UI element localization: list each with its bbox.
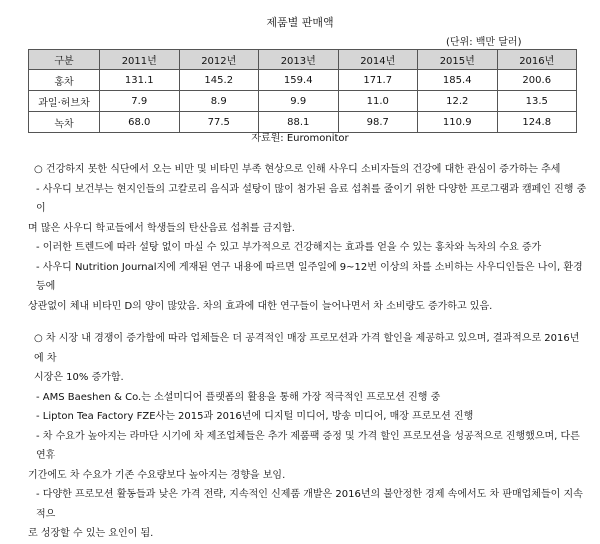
section-gap bbox=[28, 316, 588, 329]
table-header-cell: 2014년 bbox=[338, 50, 418, 70]
value-cell: 13.5 bbox=[497, 91, 577, 112]
value-cell: 12.2 bbox=[418, 91, 498, 112]
value-cell: 200.6 bbox=[497, 70, 577, 91]
section1-bullet: ○ 건강하지 못한 식단에서 오는 비만 및 비타민 부족 현상으로 인해 사우디 소비자들의 건강에 대한 관심이 증가하는 추세 bbox=[34, 164, 561, 175]
row-label-cell: 녹차 bbox=[29, 112, 100, 133]
value-cell: 68.0 bbox=[100, 112, 180, 133]
value-cell: 110.9 bbox=[418, 112, 498, 133]
row-label-cell: 홍차 bbox=[29, 70, 100, 91]
table-header-cell: 2016년 bbox=[497, 50, 577, 70]
section2-bullet: ○ 차 시장 내 경쟁이 증가함에 따라 업체들은 더 공격적인 매장 프로모션과 가격 할인을 제공하고 있으며, 결과적으로 2016년에 차 bbox=[34, 333, 580, 364]
value-cell: 124.8 bbox=[497, 112, 577, 133]
value-cell: 11.0 bbox=[338, 91, 418, 112]
value-cell: 98.7 bbox=[338, 112, 418, 133]
value-cell: 185.4 bbox=[418, 70, 498, 91]
row-label-cell: 과일·허브차 bbox=[29, 91, 100, 112]
sales-table bbox=[28, 49, 577, 133]
section1-sub3-cont: 상관없이 체내 비타민 D의 양이 많았음. 차의 효과에 대한 연구들이 늘어나면서 차 소비량도 증가하고 있음. bbox=[28, 300, 493, 312]
body-text bbox=[28, 160, 588, 544]
table-row bbox=[29, 70, 577, 91]
section1-sub3: - 사우디 Nutrition Journal지에 게재된 연구 내용에 따르면 일주일에 9~12번 이상의 차를 소비하는 사우디인들은 나이, 환경 등에 bbox=[36, 261, 583, 292]
section1-sub1-cont: 며 많은 사우디 학교들에서 학생들의 탄산음료 섭취를 금지함. bbox=[28, 222, 295, 234]
value-cell: 9.9 bbox=[259, 91, 339, 112]
section2-bullet-cont: 시장은 10% 증가함. bbox=[34, 372, 124, 383]
table-header-cell: 2015년 bbox=[418, 50, 498, 70]
value-cell: 8.9 bbox=[179, 91, 259, 112]
section2-sub1: - AMS Baeshen & Co.는 소셜미디어 플랫폼의 활용을 통해 가장 적극적인 프로모션 진행 중 bbox=[36, 391, 441, 403]
section1-sub2: - 이러한 트렌드에 따라 설탕 없이 마실 수 있고 부가적으로 건강해지는 효과를 얻을 수 있는 홍차와 녹차의 수요 증가 bbox=[36, 242, 542, 253]
section1-sub1: - 사우디 보건부는 현지인들의 고칼로리 음식과 설탕이 많이 첨가된 음료 섭취를 줄이기 위한 다양한 프로그램과 캠페인 진행 중이 bbox=[36, 183, 587, 214]
table-header-cell: 2013년 bbox=[259, 50, 339, 70]
section2-sub3-cont: 기간에도 차 수요가 기존 수요량보다 높아지는 경향을 보임. bbox=[28, 469, 286, 481]
section2-sub4: - 다양한 프로모션 활동들과 낮은 가격 전략, 지속적인 신제품 개발은 2016년의 불안정한 경제 속에서도 차 판매업체들이 지속적으 bbox=[36, 489, 583, 520]
table-row bbox=[29, 91, 577, 112]
value-cell: 88.1 bbox=[259, 112, 339, 133]
unit-label: (단위: 백만 달러) bbox=[446, 37, 522, 48]
table-body bbox=[29, 70, 577, 133]
table-header-cell: 2012년 bbox=[179, 50, 259, 70]
table-header-cell: 2011년 bbox=[100, 50, 180, 70]
value-cell: 145.2 bbox=[179, 70, 259, 91]
value-cell: 77.5 bbox=[179, 112, 259, 133]
table-header-cell: 구분 bbox=[29, 50, 100, 70]
value-cell: 159.4 bbox=[259, 70, 339, 91]
source-note: 자료원: Euromonitor bbox=[251, 133, 349, 144]
value-cell: 7.9 bbox=[100, 91, 180, 112]
table-header-row bbox=[29, 50, 577, 70]
section2-sub2: - Lipton Tea Factory FZE사는 2015과 2016년에 디지털 미디어, 방송 미디어, 매장 프로모션 진행 bbox=[36, 411, 474, 422]
table-title: 제품별 판매액 bbox=[266, 16, 334, 29]
section2-sub4-cont: 로 성장할 수 있는 요인이 됨. bbox=[28, 528, 154, 539]
value-cell: 171.7 bbox=[338, 70, 418, 91]
value-cell: 131.1 bbox=[100, 70, 180, 91]
section2-sub3: - 차 수요가 높아지는 라마단 시기에 차 제조업체들은 추가 제품팩 증정 및 가격 할인 프로모션을 성공적으로 진행했으며, 다른 연휴 bbox=[36, 430, 580, 461]
